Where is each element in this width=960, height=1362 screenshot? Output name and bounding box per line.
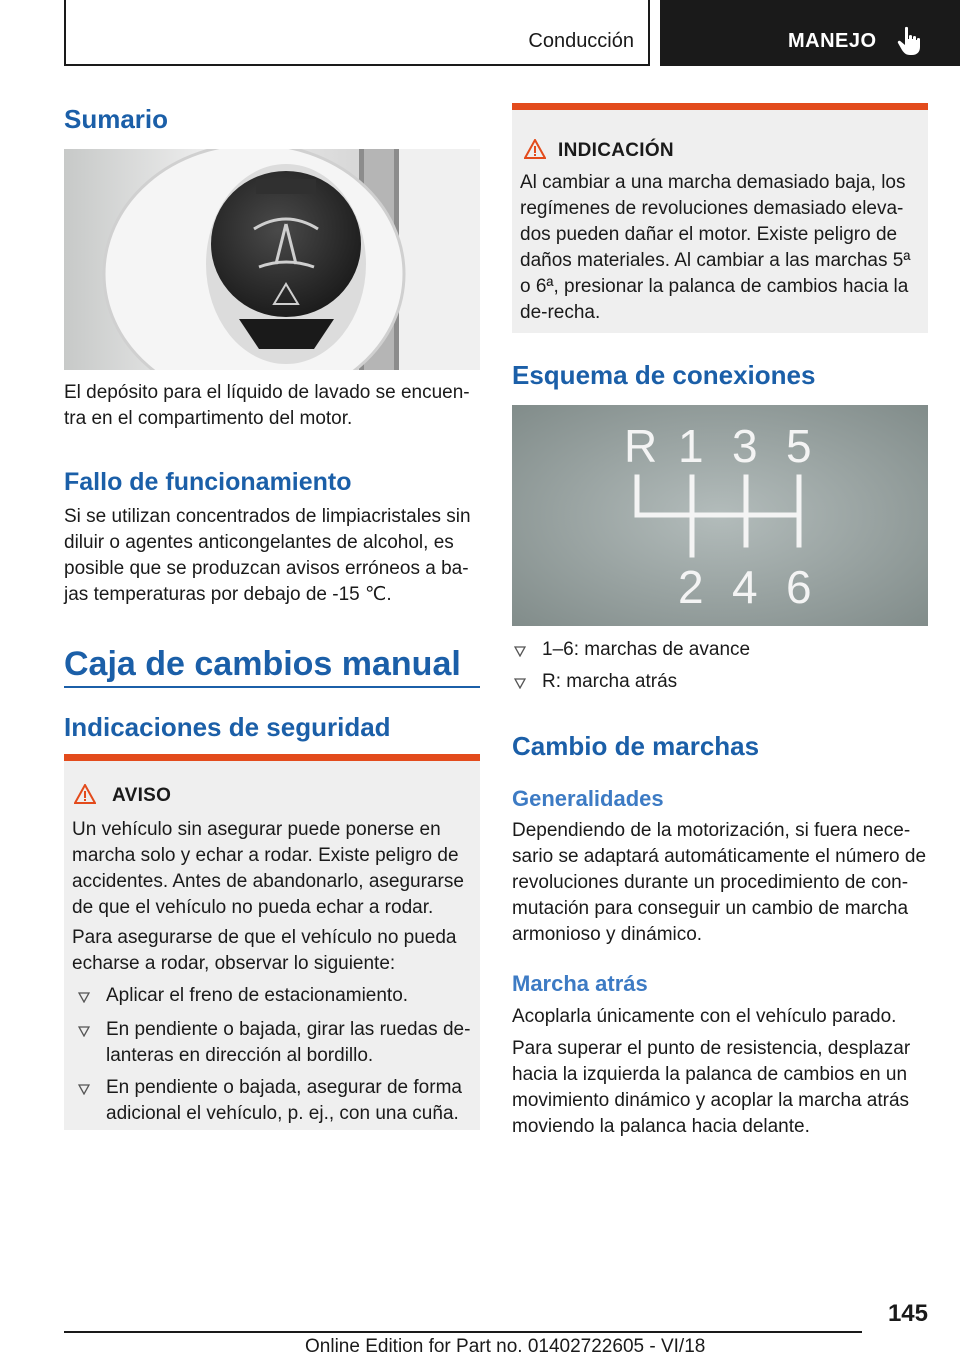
fallo-text: Si se utilizan concentrados de limpiacristales sin diluir o agentes anticongelantes de alcohol, es posible que se produzcan avisos erróneos a ba-jas temperaturas por debajo de -15 ℃.: [64, 506, 471, 605]
atras-paragraph-2: Para superar el punto de resistencia, desplazar hacia la izquierda la palanca de cambios en un movimiento dinámico y acoplar la marcha atrás moviendo la palanca hacia delante.: [512, 1038, 911, 1137]
shift-label-top: 5: [786, 420, 812, 472]
sumario-caption: El depósito para el líquido de lavado se encuen- tra en el compartimento del motor.: [64, 382, 470, 429]
shift-label-top: 3: [732, 420, 758, 472]
fallo-heading: Fallo de funcionamiento: [64, 468, 352, 496]
list-item-text: En pendiente o bajada, girar las ruedas de-lanteras en dirección al bordillo.: [106, 1019, 471, 1066]
generalidades-heading: Generalidades: [512, 786, 664, 811]
warning-triangle-icon: [524, 139, 546, 159]
list-item: [514, 637, 928, 663]
indicacion-title: INDICACIÓN: [558, 140, 674, 161]
footer-divider: [64, 1331, 862, 1333]
aviso-paragraph-2: Para asegurarse de que el vehículo no pueda echarse a rodar, observar lo siguiente:: [72, 927, 457, 974]
shift-label-bottom: 6: [786, 561, 812, 613]
aviso-title: AVISO: [112, 785, 172, 806]
triangle-bullet-icon: [514, 646, 526, 657]
footer-edition: Online Edition for Part no. 01402722605 - VI/18: [305, 1336, 706, 1357]
warning-triangle-icon: [74, 784, 96, 804]
generalidades-text: Dependiendo de la motorización, si fuera nece-sario se adaptará automáticamente el número de revoluciones durante un procedimiento de con-mutación para conseguir un cambio de marcha armonioso y dinámico.: [512, 820, 927, 945]
header-chapter-tab: [660, 0, 960, 66]
triangle-bullet-icon: [78, 1084, 90, 1095]
cambio-heading: Cambio de marchas: [512, 731, 760, 761]
header-chapter-label: MANEJO: [788, 30, 877, 52]
shift-pattern-image: [512, 405, 928, 626]
seguridad-heading: Indicaciones de seguridad: [64, 712, 391, 742]
shift-label-bottom: 2: [678, 561, 704, 613]
esquema-heading: Esquema de conexiones: [512, 360, 816, 390]
caja-divider: [64, 686, 480, 688]
caja-heading: Caja de cambios manual: [64, 645, 461, 683]
triangle-bullet-icon: [78, 1026, 90, 1037]
sumario-heading: Sumario: [64, 104, 169, 134]
indicacion-text: Al cambiar a una marcha demasiado baja, los regímenes de revoluciones demasiado eleva-dos pueden dañar el motor. Existe peligro de daños materiales. Al cambiar a las marchas 5ª o 6ª, presionar la palanca de cambios hacia la de-recha.: [520, 172, 911, 323]
pointing-hand-icon: [896, 26, 924, 56]
triangle-bullet-icon: [78, 992, 90, 1003]
list-item-text: Aplicar el freno de estacionamiento.: [106, 985, 409, 1006]
shift-label-top: 1: [678, 420, 704, 472]
list-item-text: 1–6: marchas de avance: [542, 639, 751, 660]
shift-label-bottom: 4: [732, 561, 758, 613]
aviso-box: [64, 754, 480, 1130]
atras-heading: Marcha atrás: [512, 971, 648, 996]
page-number: 145: [887, 1300, 928, 1327]
list-item: [78, 983, 472, 1009]
indicacion-box: [512, 103, 928, 333]
list-item: [78, 1075, 472, 1127]
shift-label-top: R: [624, 420, 658, 472]
list-item-text: R: marcha atrás: [542, 671, 678, 692]
list-item: [514, 669, 928, 695]
triangle-bullet-icon: [514, 678, 526, 689]
washer-fluid-cap-photo: [64, 149, 480, 370]
list-item-text: En pendiente o bajada, asegurar de forma adicional el vehículo, p. ej., con una cuña.: [106, 1077, 462, 1124]
atras-paragraph-1: Acoplarla únicamente con el vehículo parado.: [512, 1006, 897, 1027]
header-section-label: Conducción: [528, 30, 634, 52]
aviso-paragraph-1: Un vehículo sin asegurar puede ponerse en marcha solo y echar a rodar. Existe peligro de accidentes. Antes de abandonarlo, asegurarse de que el vehículo no pueda echar a rodar.: [72, 819, 464, 918]
header-section-tab: [64, 0, 650, 66]
list-item: [78, 1017, 472, 1069]
